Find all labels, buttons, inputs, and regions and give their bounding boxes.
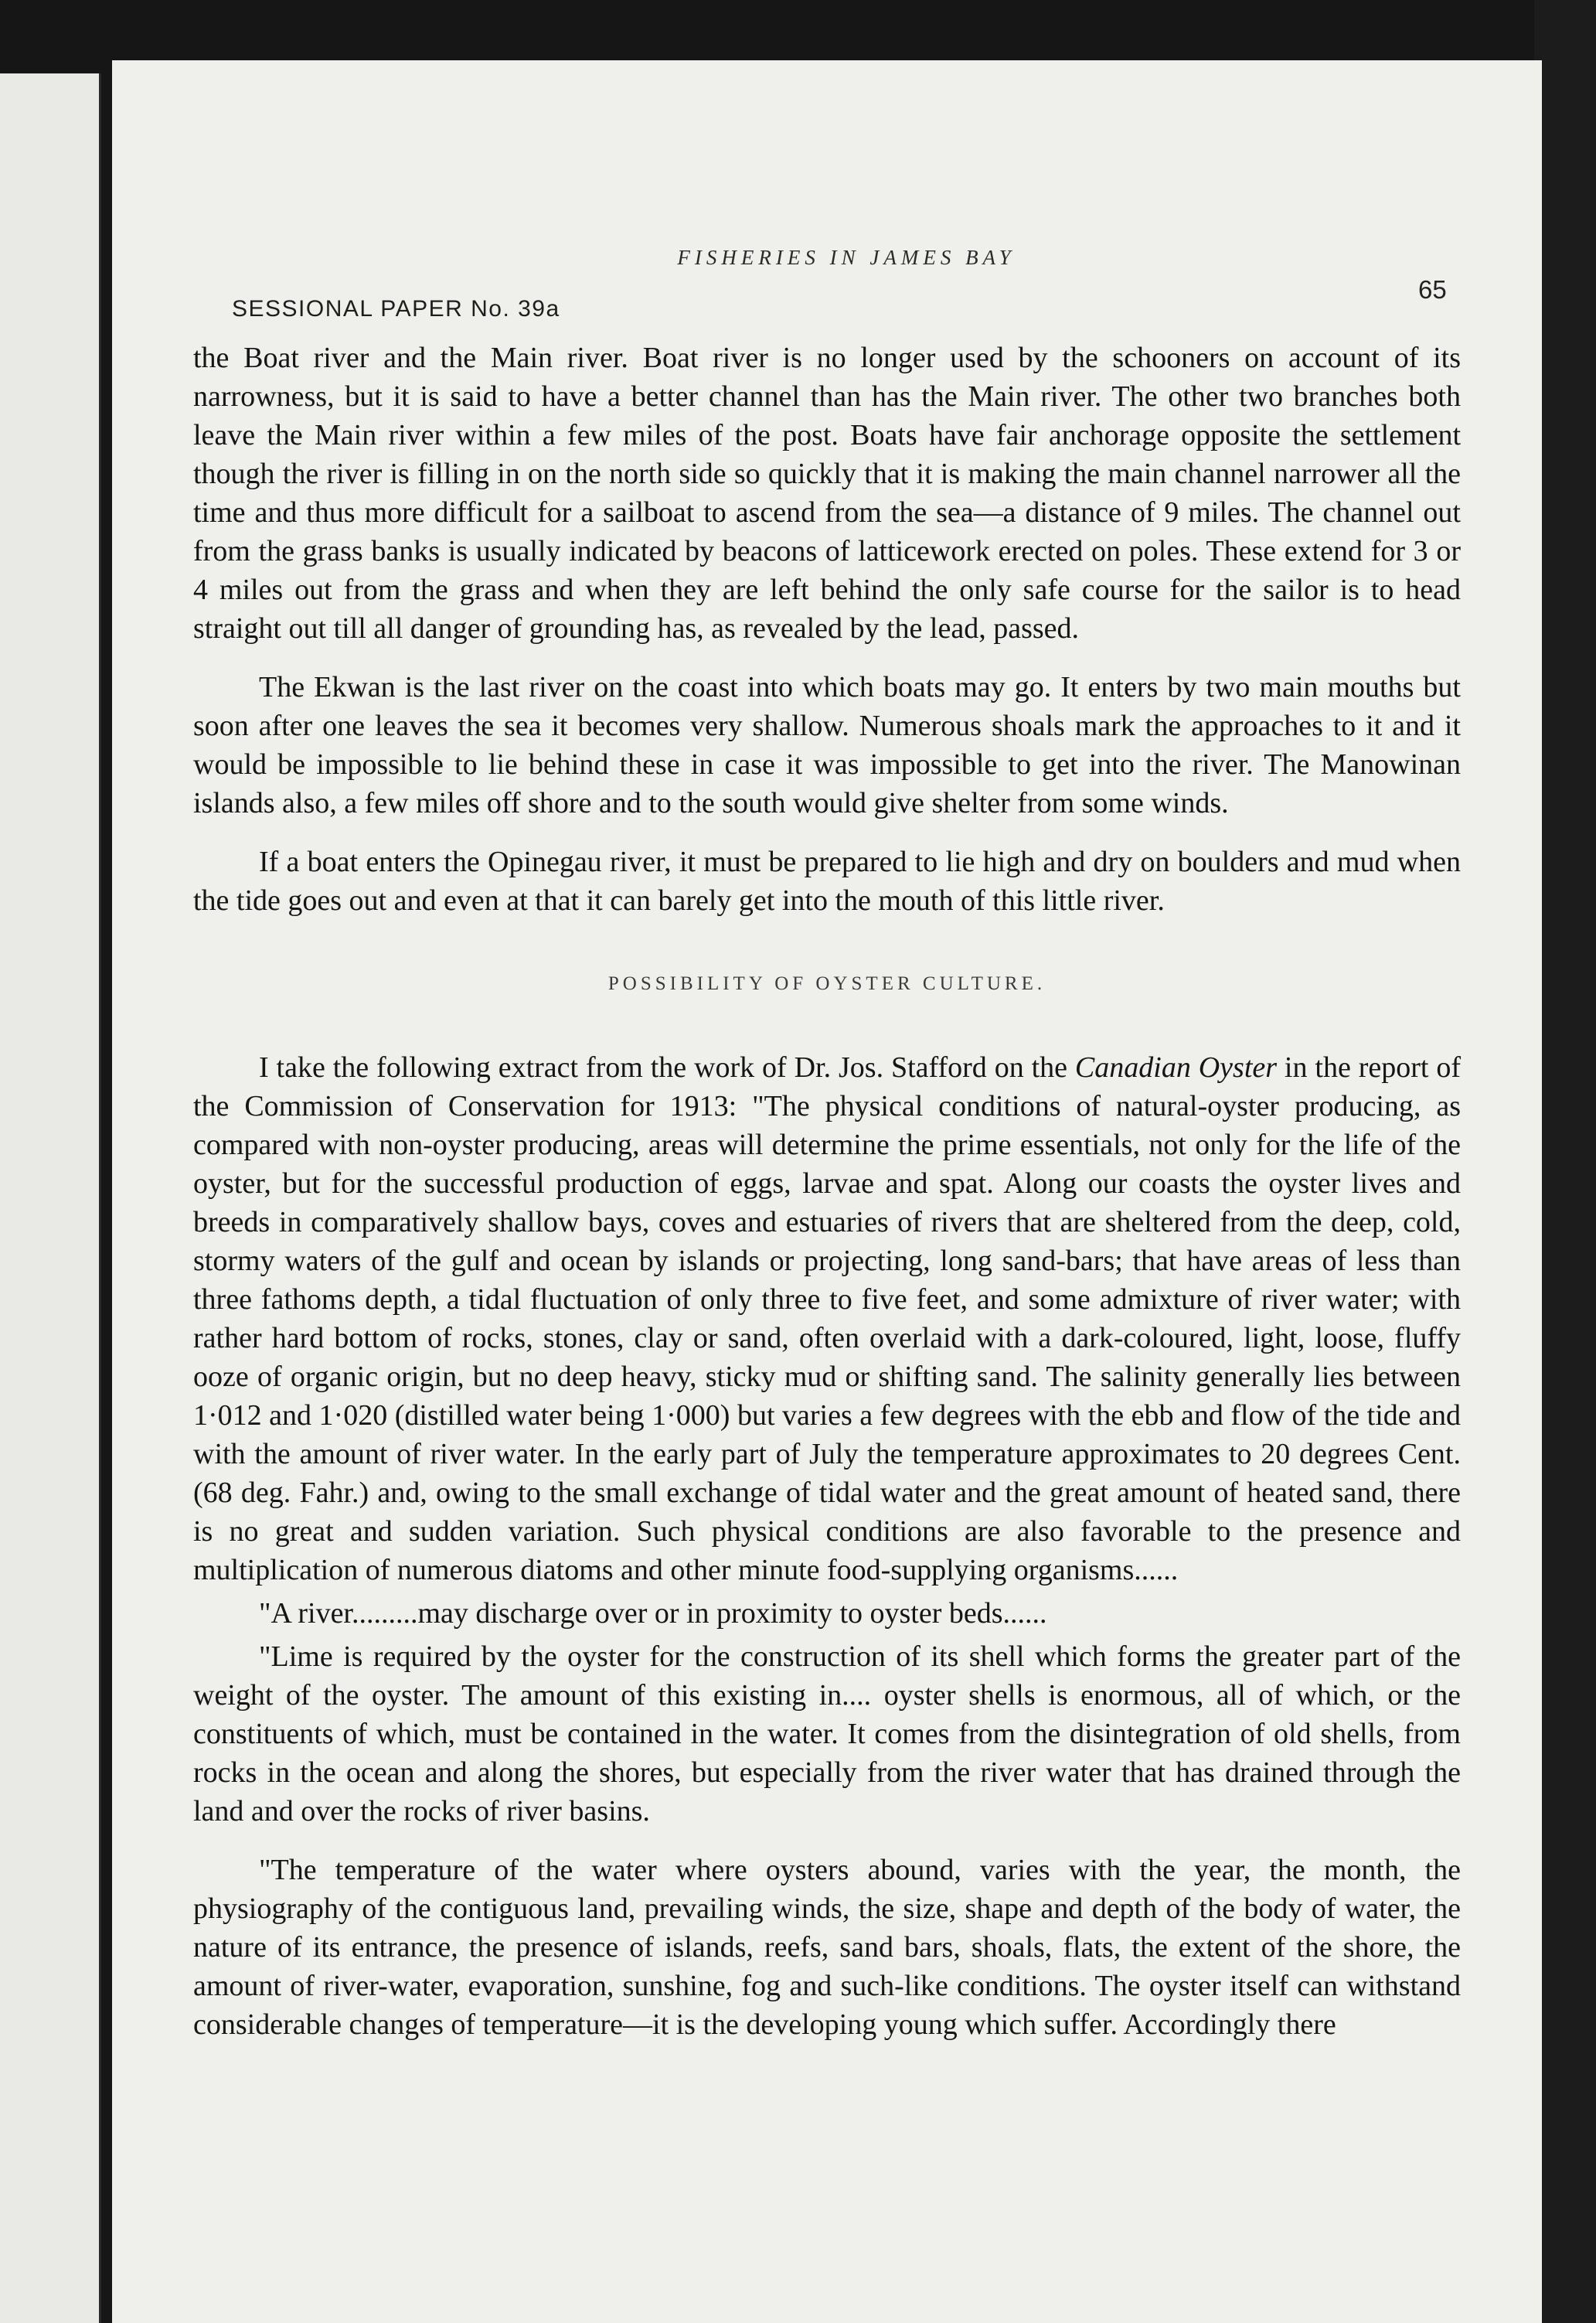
document-page <box>112 60 1542 2323</box>
paragraph-river-quote: "A river.........may discharge over or in proximity to oyster beds...... <box>259 1597 1047 1630</box>
section-heading: POSSIBILITY OF OYSTER CULTURE. <box>607 973 1046 994</box>
paragraph-stafford-extract <box>193 1048 1461 1589</box>
page-number: 65 <box>1418 275 1447 304</box>
paragraph-lime: "Lime is required by the oyster for the construction of its shell which forms the greater part of the weight of the oyster. The amount of this existing in.... oyster shells is enormous, all of which, or the constituents of which, must be contained in the water. It comes from the disintegration of old shells, from rocks in the ocean and along the shores, but especially from the river water that has drained through the land and over the rocks of river basins. <box>193 1640 1461 1827</box>
extract-text-rest: in the report of the Commission of Conservation for 1913: "The physical conditions of natural-oyster producing, as compared with non-oyster producing, areas will determine the prime essentials, not only for the life of the oyster, but for the successful production of eggs, larvae and spat. Along our coasts the oyster lives and breeds in comparatively shallow bays, coves and estuaries of rivers that are sheltered from the deep, cold, stormy waters of the gulf and ocean by islands or projecting, long sand-bars; that have areas of less than three fathoms depth, a tidal fluctuation of only three to five feet, and some admixture of river water; with rather hard bottom of rocks, stones, clay or sand, often overlaid with a dark-coloured, light, loose, fluffy ooze of organic origin, but no deep heavy, sticky mud or shifting sand. The salinity generally lies between 1·012 and 1·020 (distilled water being 1·000) but varies a few degrees with the ebb and flow of the tide and with the amount of river water. In the early part of July the temperature approximates to 20 degrees Cent. (68 deg. Fahr.) and, owing to the small exchange of tidal water and the great amount of heated sand, there is no great and sudden variation. Such physical conditions are also favorable to the presence and multiplication of numerous diatoms and other minute food-supplying organisms...... <box>193 1051 1461 1586</box>
book-title-italic: Canadian Oyster <box>1074 1051 1278 1084</box>
paragraph-ekwan: The Ekwan is the last river on the coast into which boats may go. It enters by two main mouths but soon after one leaves the sea it becomes very shallow. Numerous shoals mark the approaches to it and it would be impossible to lie behind these in case it was impossible to get into the river. The Manowinan islands also, a few miles off shore and to the south would give shelter from some winds. <box>193 671 1461 819</box>
left-facing-page-edge <box>0 73 101 2323</box>
paragraph-temperature: "The temperature of the water where oysters abound, varies with the year, the month, the physiography of the contiguous land, prevailing winds, the size, shape and depth of the body of water, the nature of its entrance, the presence of islands, reefs, sand bars, shoals, flats, the extent of the shore, the amount of river-water, evaporation, sunshine, fog and such-like conditions. The oyster itself can withstand considerable changes of temperature—it is the developing young which suffer. Accordingly there <box>193 1854 1461 2041</box>
scan-background-right <box>1534 0 1596 2323</box>
sessional-paper-label: SESSIONAL PAPER No. 39a <box>232 296 560 322</box>
running-title: FISHERIES IN JAMES BAY <box>677 246 1016 269</box>
extract-text-start: I take the following extract from the work of Dr. Jos. Stafford on the <box>259 1051 1075 1084</box>
body-text <box>193 339 1461 2064</box>
paragraph-opinegau: If a boat enters the Opinegau river, it must be prepared to lie high and dry on boulders and mud when the tide goes out and even at that it can barely get into the mouth of this little river. <box>193 846 1461 917</box>
paragraph-boat-river: the Boat river and the Main river. Boat river is no longer used by the schooners on account of its narrowness, but it is said to have a better channel than has the Main river. The other two branches both leave the Main river within a few miles of the post. Boats have fair anchorage opposite the settlement though the river is filling in on the north side so quickly that it is making the main channel narrower all the time and thus more difficult for a sailboat to ascend from the sea—a distance of 9 miles. The channel out from the grass banks is usually indicated by beacons of latticework erected on poles. These extend for 3 or 4 miles out from the grass and when they are left behind the only safe course for the sailor is to head straight out till all danger of grounding has, as revealed by the lead, passed. <box>193 342 1461 645</box>
